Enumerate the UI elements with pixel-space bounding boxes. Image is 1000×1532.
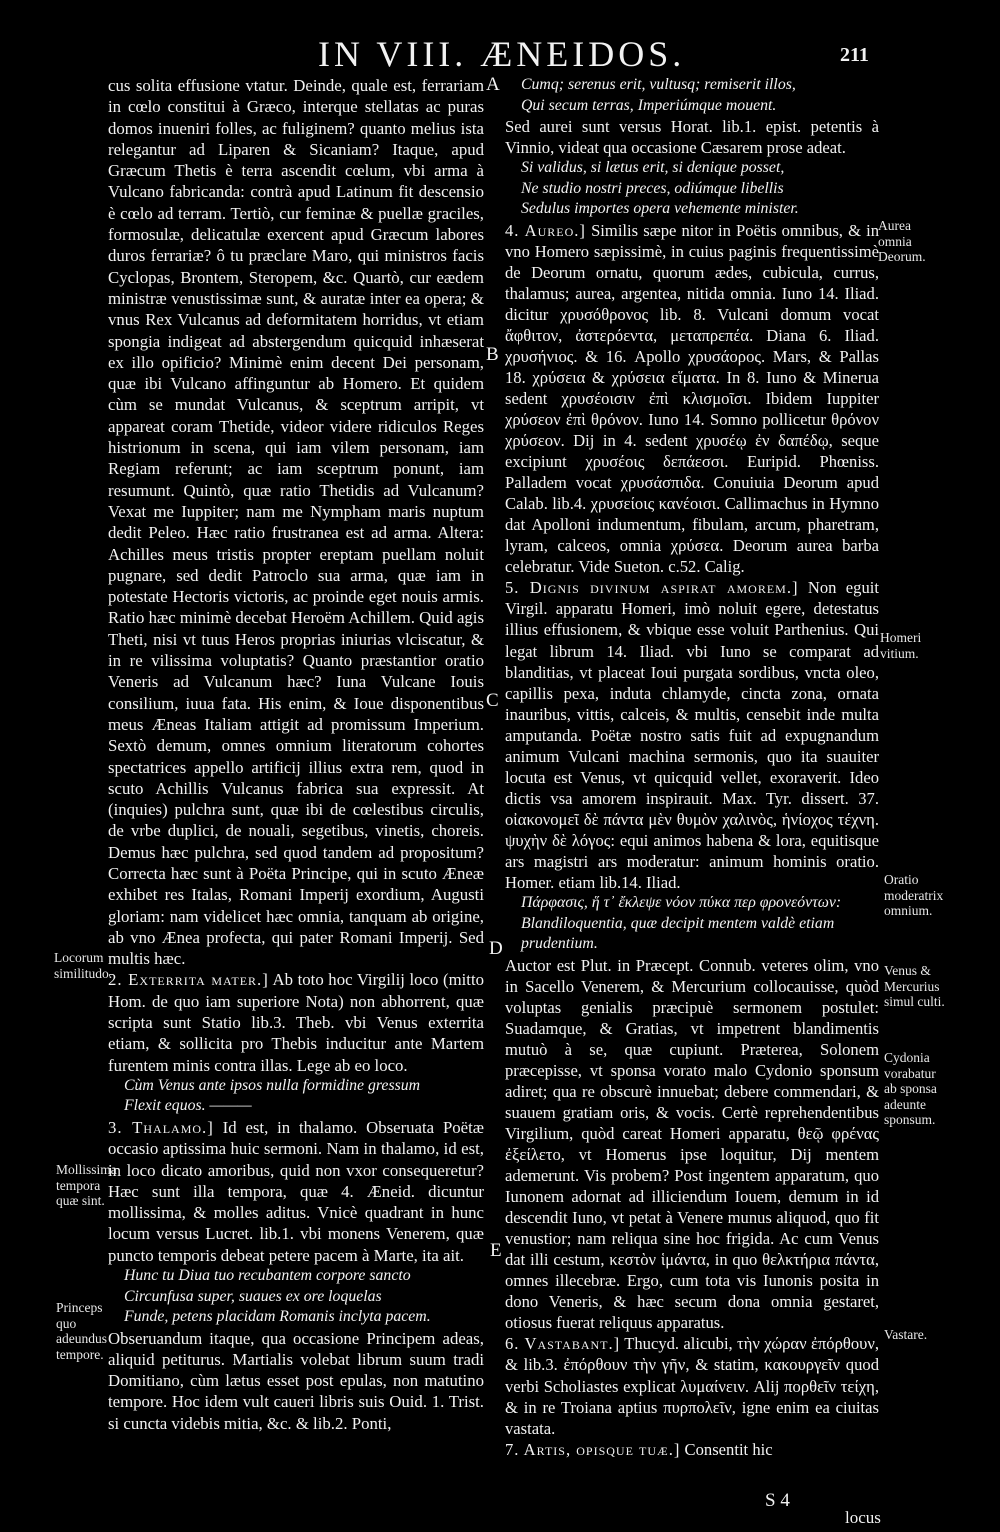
quote-horace-3: Sedulus importes opera vehemente minister. bbox=[521, 200, 799, 218]
margin-note-oratio: Oratio moderatrix omnium. bbox=[884, 872, 944, 918]
quote-lucretius-2: Circunfusa super, suaues ex ore loquelas bbox=[124, 1287, 382, 1305]
left-column bbox=[108, 75, 484, 1434]
margin-note-locorum: Locorum similitudo. bbox=[54, 950, 113, 981]
entry-2 bbox=[108, 969, 484, 1075]
entry-7-lemma: 7. Artis, opisque tuæ.] bbox=[505, 1439, 681, 1459]
greek-quote-homer: Πάρφασις, ἥ τ᾽ ἔκλεψε νόον πύκα περ φρονεόντων: bbox=[521, 894, 842, 912]
margin-note-venus-mercurius: Venus & Mercurius simul culti. bbox=[884, 963, 945, 1009]
margin-note-vastare: Vastare. bbox=[884, 1327, 928, 1342]
quote-horace-1: Si validus, si lætus erit, si denique posset, bbox=[521, 159, 785, 177]
entry-4-lemma: 4. Aureo.] bbox=[505, 220, 586, 240]
entry-4 bbox=[505, 220, 879, 578]
entry-6 bbox=[505, 1333, 879, 1438]
entry-5 bbox=[505, 577, 879, 893]
quote-lucretius-1: Hunc tu Diua tuo recubantem corpore sancto bbox=[124, 1267, 411, 1285]
entry-2-text: Ab toto hoc Virgilij loco (mitto Hom. de quo iam superiore Nota) non abhorrent, quæ scripta sunt Statio lib.3. Theb. vbi Venus exterrita etiam, & sollicita pro Thebis inducitur ante Martem furentem minis contra illas. Lege ab eo loco. bbox=[108, 970, 485, 1075]
catchword: locus bbox=[845, 1508, 881, 1527]
right-column bbox=[505, 75, 879, 1460]
entry-3-lemma: 3. Thalamo.] bbox=[108, 1117, 214, 1137]
running-title: IN VIII. ÆNEIDOS. bbox=[318, 34, 686, 74]
entry-5-text: Non eguit Virgil. apparatu Homeri, imò noluit egere, detestatus illius effusionem, & vbique esse voluit Parthenius. Qui legat librum 14. Iliad. vbi Iuno se comparat ad blanditias, vt placeat Ioui purgata sordibus, vncta oleo, capillis pexa, induta chlamyde, cincta zona, ornata inauribus, vittis, calceis, & multis, censebit inde multa amputanda. Poëtæ nostro satis fuit ad expugnandum animum Vulcani machina sermonis, quo ita suauiter locuta est Venus, vt quicquid vellet, exoraverit. Ideo dictis vsa amorem inspirauit. Max. Tyr. dissert. 37. οἰακονομεῖ δὲ πάντα μὲν θυμὸν χαλινὸς, ἡνίοχος τέχνη. ψυχὴν δὲ λόγος: equi animos habena & lora, equitisque ars magistri ars moderatur: animum hominis oratio. Homer. etiam lib.14. Iliad. bbox=[505, 578, 879, 893]
entry-7 bbox=[505, 1439, 879, 1460]
entry-5-lemma: 5. Dignis divinum aspirat amorem.] bbox=[505, 578, 799, 598]
quote-ovid-1: Cumq; serenus erit, vultusq; remiserit illos, bbox=[521, 76, 796, 93]
section-letter-b: B bbox=[486, 344, 499, 365]
quote-statius-2: Flexit equos. ——— bbox=[124, 1097, 252, 1115]
signature-mark: S 4 bbox=[765, 1490, 790, 1511]
entry-6-lemma: 6. Vastabant.] bbox=[505, 1334, 621, 1354]
entry-2-lemma: 2. Exterrita mater.] bbox=[108, 970, 269, 990]
entry-4-text: Similis sæpe nitor in Poëtis omnibus, & in vno Homero sæpissimè, in cuius paginis frequentissimè de Deorum ornatu, quorum ædes, cubicula, currus, thalamus; aurea, argentea, nitida omnia. Iuno 14. Iliad. dicitur χρυσόθρονος lib. 8. Vulcani domum vocat ἄφθιτον, ἀστερόεντα, μεταπρεπέα. Diana 6. Iliad. χρυσήνιος. & 16. Apollo χρυσάορος. Mars, & Pallas 18. χρύσεια & χρύσεια εἵματα. In 8. Iuno & Minerua sedent χρυσέοισιν ἐπὶ κλισμοῖσι. Ibidem Iuppiter χρύσεον ἐπὶ θρόνον. Iuno 14. Somno pollicetur θρόνον χρύσεον. Dij in 4. sedent χρυσέῳ ἐν δαπέδῳ, seque excipiunt χρυσέοις δεπάεσσι. Euripid. Phœniss. Palladem vocat χρυσάσπιδα. Conuiuia Deorum apud Calab. lib.4. χρυσείοις κανέοισι. Callimachus in Hymno dat Apolloni indumentum, fibulam, arcum, pharetram, lyram, calceos, omnia χρύσεα. Deorum aurea barba celebratur. Vide Sueton. c.52. Calig. bbox=[505, 220, 879, 577]
margin-note-cydonia: Cydonia vorabatur ab sponsa adeunte sponsum. bbox=[884, 1050, 937, 1127]
entry-3-text: Id est, in thalamo. Obseruata Poëtæ occasio aptissima huic sermoni. Nam in thalamo, id est, in loco dicato amoribus, quid non vxor consequeretur? Hæc sunt illa tempora, quæ 4. Æneid. dicuntur mollissima, & molles aditus. Vnicè quadrant in hunc locum versus Lucret. lib.1. vbi monens Venerem, quæ puncto temporis debeat petere pacem à Marte, ita ait. bbox=[108, 1117, 484, 1265]
quote-horace-2: Ne studio nostri preces, odiúmque libellis bbox=[521, 179, 784, 197]
left-paragraph-last: Obseruandum itaque, qua occasione Principem adeas, aliquid petiturus. Martialis volebat librum suum tradi Domitiano, cùm lætus esset post epulas, non matutino tempore. Hoc idem vult caueri libris suis Ouid. 1. Trist. si cuncta videbis mitia, &c. & lib.2. Ponti, bbox=[108, 1328, 484, 1433]
section-letter-e: E bbox=[490, 1240, 502, 1261]
entry-6-text: Thucyd. alicubi, τὴν χώραν ἐπόρθουν, & lib.3. ἐπόρθουν τὴν γῆν, & statim, κακουργεῖν quod verbi Scholiastes explicat λυμαίνειν. Alij πορθεῖν τείχη, & in re Troiana aptius πυρπολεῖν, igne enim ea ciuitas vastata. bbox=[505, 1334, 879, 1438]
entry-3 bbox=[108, 1117, 484, 1266]
margin-note-homeri-vitium: Homeri vitium. bbox=[880, 630, 922, 661]
quote-ovid-2: Qui secum terras, Imperiúmque mouent. bbox=[521, 96, 777, 114]
margin-note-princeps: Princeps quo adeundus tempore. bbox=[56, 1300, 107, 1362]
left-paragraph-1: cus solita effusione vtatur. Deinde, quale est, ferrariam in cœlo constitui à Græco, interque stellatas ac puras domos inueniri folles, ac fuliginem? quanto melius ista relegantur ad Liparen & Sicaniam? Itaque, apud Græcum Thetis è terra ascendit cœlum, vbi arma à Vulcano fabricanda: contrà apud Latinum fit descensio è cœlo ad terram. Tertiò, cur feminæ & puellæ graciles, formosulæ, delicatulæ exercent apud Græcum labores duros ferrariæ? ô tu præclare Maro, qui ministros facis Cyclopas, Brontem, Steropem, &c. Quartò, cur eædem ministræ venustissimæ sunt, & auratæ inter ea opera; & vnus Rex Vulcanus ad deformitatem horridus, vt etiam spongia indigeat ad abstergendum quicquid inhæserat ex illo opificio? Minimè enim decent Dei personam, quæ ibi Vulcano affinguntur ab Homero. Et quidem cùm se mundat Vulcanus, & sceptrum arripit, vt appareat coram Thetide, videor videre ridiculos Reges histrionum in scena, qui iam vilem personam, iam Regiam referunt; ac iam sceptrum ponunt, iam resumunt. Quintò, quæ ratio Thetidis ad Vulcanum? Vexat me Iuppiter; nam me Nympham maris nuptum dedit Peleo. Hæc ratio frustranea est ad arma. Altera: Achilles meus tristis propter ereptam puellam noluit pugnare, sed dedit Patroclo sua arma, quæ iam in potestate Hectoris victoris, ac proinde eget nouis armis. Ratio hæc minimè decebat Heroëm Achillem. Quid agis Theti, nisi vt tuus Heros proprias iniurias vlciscatur, & in re vilissima voluptatis? Quanto præstantior oratio Veneris ad Vulcanum hæc? Iuna Vulcane Iouis consilium, iuua fata. His enim, & Ioue disponentibus meus Æneas Italiam attigit ad promissum Imperium. Sextò demum, omnes omnium literatorum cohortes spectatrices appello artificij illius extra rem, quod in scuto Achillis Vulcanus fabrica sua expressit. At (inquies) pulchra sunt, quæ ibi de cœlestibus circulis, de vrbe duplici, de nouali, segetibus, vinetis, choreis. Demus hæc pulchra, sed quod tandem ad propositum? Correcta hæc sunt à Poëta Principe, qui in scuto Æneæ exhibet res Italas, Romani Imperij exordium, Augusti gloriam: nam videlicet hæc omnia, tanquam ab origine, ab vno Ænea profecta, qui pater Romani Imperij. Sed multis hæc. bbox=[108, 76, 484, 969]
quote-blandiloquentia: Blandiloquentia, quæ decipit mentem valdè etiam prudentium. bbox=[521, 914, 835, 953]
margin-note-aurea-omnia: Aurea omnia Deorum. bbox=[878, 218, 926, 264]
section-letter-d: D bbox=[489, 938, 503, 959]
page-number: 211 bbox=[840, 44, 869, 66]
entry-7-text: Consentit hic bbox=[680, 1439, 773, 1459]
margin-note-mollissima: Mollissima tempora quæ sint. bbox=[56, 1162, 117, 1208]
quote-statius-1: Cùm Venus ante ipsos nulla formidine gressum bbox=[124, 1076, 421, 1094]
page-header bbox=[0, 34, 1000, 74]
section-letter-c: C bbox=[486, 690, 499, 711]
section-letter-a: A bbox=[486, 74, 500, 95]
right-paragraph-plutarch: Auctor est Plut. in Præcept. Connub. veteres olim, vno in Sacello Venerem, & Mercurium collocauisse, quòd voluptas genialis præcipuè sermonem postulet: Suadamque, & Gratias, vt impetrent blandimentis mutuò à se, quæ cupiunt. Præterea, Solonem præcepisse, vt sponsa vorato malo Cydonio sponsum adiret; qua re obscurè innuebat; debere commendari, & suauem gratiam oris, & vocis. Certè reprehendentibus Virgilium, quòd careat Homeri apparatu, θεῷ φρένας ἐξείλετο, vt Homerus ipse loquitur, Dij mentem ademerunt. Vis probem? Post ingentem apparatum, quo Iunonem adornat ad illiciendum Iouem, demum in id descendit Iuno, vt petat à Venere munus aliquod, quo fit venustior; nam reliqua sine hoc frigida. Ac cum Venus dat illi cestum, κεστὸν ἱμάντα, in quo θελκτήρια πάντα, omnes illecebræ. Ergo, cum tota vis Iunonis posita in dono Veneris, & hæc secum dona omnia gestaret, otiosus fuerat reliquus apparatus. bbox=[505, 955, 879, 1333]
quote-lucretius-3: Funde, petens placidam Romanis inclyta pacem. bbox=[124, 1308, 431, 1326]
right-paragraph-horace: Sed aurei sunt versus Horat. lib.1. epist. petentis à Vinnio, videat qua occasione Cæsarem prose adeat. bbox=[505, 117, 879, 158]
